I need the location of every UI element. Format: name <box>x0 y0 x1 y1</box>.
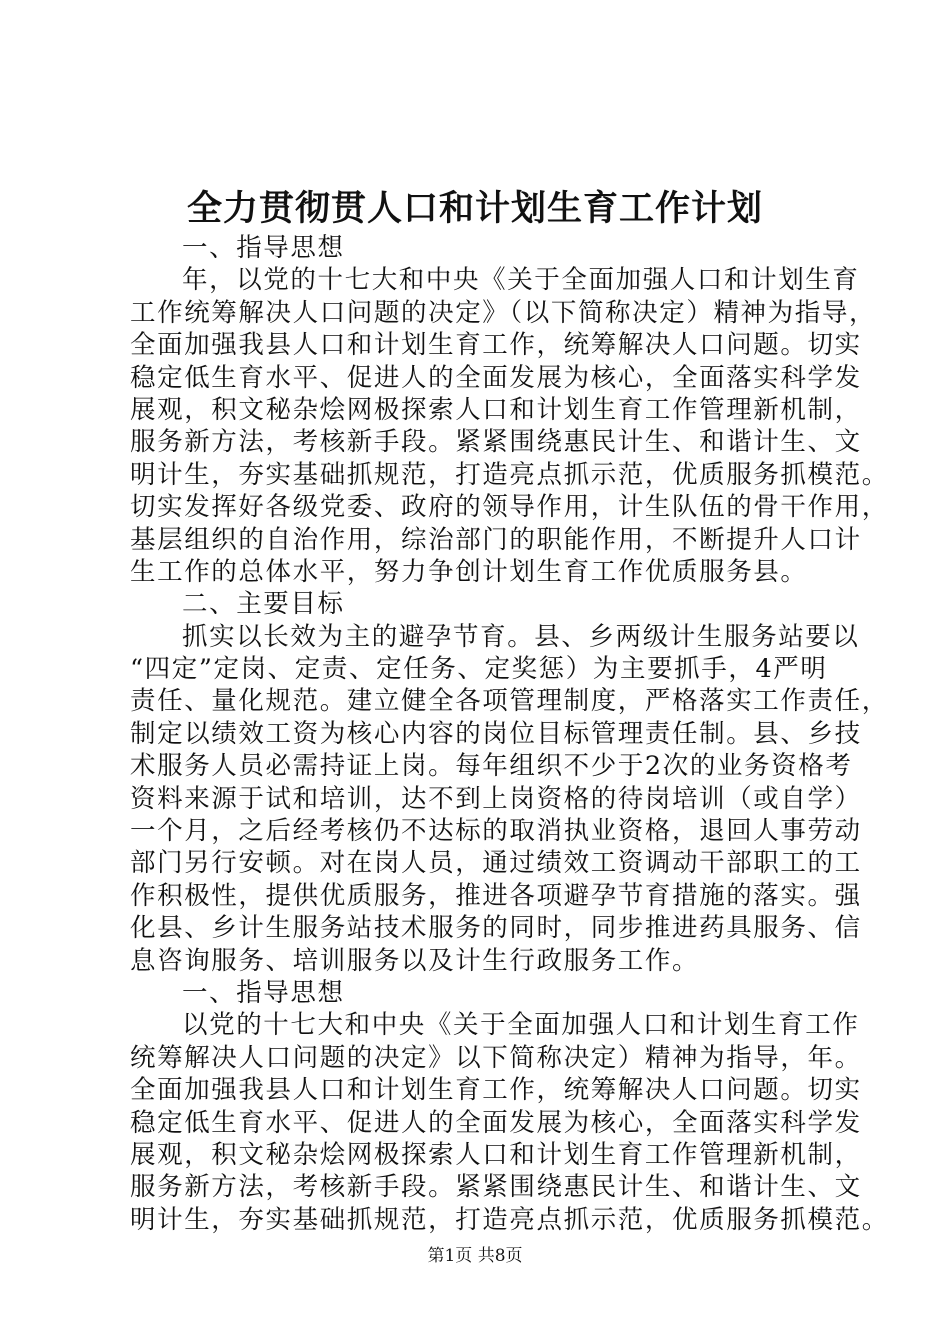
body-line: 展观，积文秘杂烩网极探索人口和计划生育工作管理新机制， <box>130 394 862 425</box>
body-line: 明计生，夯实基础抓规范，打造亮点抓示范，优质服务抓模范。 <box>130 1204 889 1235</box>
body-line: 生工作的总体水平，努力争创计划生育工作优质服务县。 <box>130 556 808 587</box>
body-line: 术服务人员必需持证上岗。每年组织不少于2次的业务资格考 <box>130 751 853 782</box>
body-line: 展观，积文秘杂烩网极探索人口和计划生育工作管理新机制， <box>130 1139 862 1170</box>
body-line: 责任、量化规范。建立健全各项管理制度，严格落实工作责任， <box>130 686 889 717</box>
body-line: 稳定低生育水平、促进人的全面发展为核心，全面落实科学发 <box>130 1107 862 1138</box>
body-line: 抓实以长效为主的避孕节育。县、乡两级计生服务站要以 <box>182 621 860 652</box>
body-line: 统筹解决人口问题的决定》以下简称决定）精神为指导，年。 <box>130 1042 862 1073</box>
document-body <box>130 232 889 1236</box>
body-line: 全面加强我县人口和计划生育工作，统筹解决人口问题。切实 <box>130 330 862 361</box>
body-line: 切实发挥好各级党委、政府的领导作用，计生队伍的骨干作用， <box>130 492 889 523</box>
body-line: 二、主要目标 <box>182 589 345 620</box>
body-line: 制定以绩效工资为核心内容的岗位目标管理责任制。县、乡技 <box>130 718 862 749</box>
body-line: 一、指导思想 <box>182 977 345 1008</box>
body-line: 一个月，之后经考核仍不达标的取消执业资格，退回人事劳动 <box>130 816 862 847</box>
body-line: 服务新方法，考核新手段。紧紧围绕惠民计生、和谐计生、文 <box>130 1172 862 1203</box>
body-line: 作积极性，提供优质服务，推进各项避孕节育措施的落实。强 <box>130 880 862 911</box>
body-line: 资料来源于试和培训，达不到上岗资格的待岗培训（或自学） <box>130 783 862 814</box>
body-line: 年，以党的十七大和中央《关于全面加强人口和计划生育 <box>182 265 860 296</box>
body-line: 工作统筹解决人口问题的决定》（以下简称决定）精神为指导， <box>130 297 877 328</box>
page-footer: 第1页 共8页 <box>427 1246 523 1266</box>
body-line: 全面加强我县人口和计划生育工作，统筹解决人口问题。切实 <box>130 1075 862 1106</box>
body-line: 息咨询服务、培训服务以及计生行政服务工作。 <box>130 945 700 976</box>
body-line: 化县、乡计生服务站技术服务的同时，同步推进药具服务、信 <box>130 913 862 944</box>
body-line: 稳定低生育水平、促进人的全面发展为核心，全面落实科学发 <box>130 362 862 393</box>
body-line: 部门另行安顿。对在岗人员，通过绩效工资调动干部职工的工 <box>130 848 862 879</box>
body-line: 一、指导思想 <box>182 233 345 263</box>
body-line: 基层组织的自治作用，综治部门的职能作用，不断提升人口计 <box>130 524 862 555</box>
body-line: “四定”定岗、定责、定任务、定奖惩）为主要抓手，4严明 <box>130 654 828 685</box>
document-title: 全力贯彻贯人口和计划生育工作计划 <box>186 188 763 229</box>
body-line: 以党的十七大和中央《关于全面加强人口和计划生育工作 <box>182 1010 860 1041</box>
body-line: 服务新方法，考核新手段。紧紧围绕惠民计生、和谐计生、文 <box>130 427 862 458</box>
body-line: 明计生，夯实基础抓规范，打造亮点抓示范，优质服务抓模范。 <box>130 459 889 490</box>
